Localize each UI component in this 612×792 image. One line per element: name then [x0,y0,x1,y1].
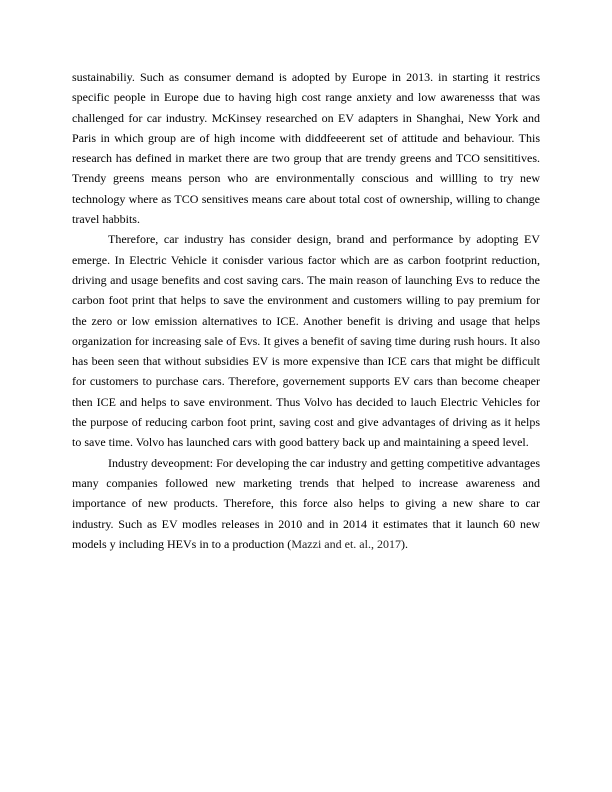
body-text [72,67,540,554]
paragraph-2: Therefore, car industry has consider design, brand and performance by adopting EV emerge. In Electric Vehicle it conisder various factor which are as carbon footprint reduction, driving and usage benefits and cost saving cars. The main reason of launching Evs to reduce the carbon foot print that helps to save the environment and customers willing to pay premium for the zero or low emission alternatives to ICE. Another benefit is driving and usage that helps organization for increasing sale of Evs. It gives a benefit of saving time during rush hours. It also has been seen that without subsidies EV is more expensive than ICE cars that might be difficult for customers to purchase cars. Therefore, governement supports EV cars than become cheaper then ICE and helps to save environment. Thus Volvo has decided to lauch Electric Vehicles for the purpose of reducing carbon foot print, saving cost and give advantages of driving as it helps to save time. Volvo has launched cars with good battery back up and maintaining a speed level. [72,232,540,450]
paragraph-1: sustainabiliy. Such as consumer demand is adopted by Europe in 2013. in starting it restrics specific people in Europe due to having high cost range anxiety and low awarenesss that was challenged for car industry. McKinsey researched on EV adapters in Shanghai, New York and Paris in which group are of high income with diddfeeerent set of attitude and behaviour. This research has defined in market there are two group that are trendy greens and TCO sensititives. Trendy greens means person who are environmentally conscious and willling to try new technology where as TCO sensitives means care about total cost of ownership, willing to change travel habbits. [72,70,540,227]
paragraph-3-tail: ). [400,536,408,551]
citation: Mazzi and et. al., 2017 [291,536,401,551]
paragraph-3 [72,453,540,554]
paragraph-3-text: Industry deveopment: For developing the car industry and getting competitive advantages many companies followed new marketing trends that helped to increase awareness and importance of new products. Therefore, this force also helps to giving a new share to car industry. Such as EV modles releases in 2010 and in 2014 it estimates that it launch 60 new models y including HEVs in to a production ( [72,455,540,551]
